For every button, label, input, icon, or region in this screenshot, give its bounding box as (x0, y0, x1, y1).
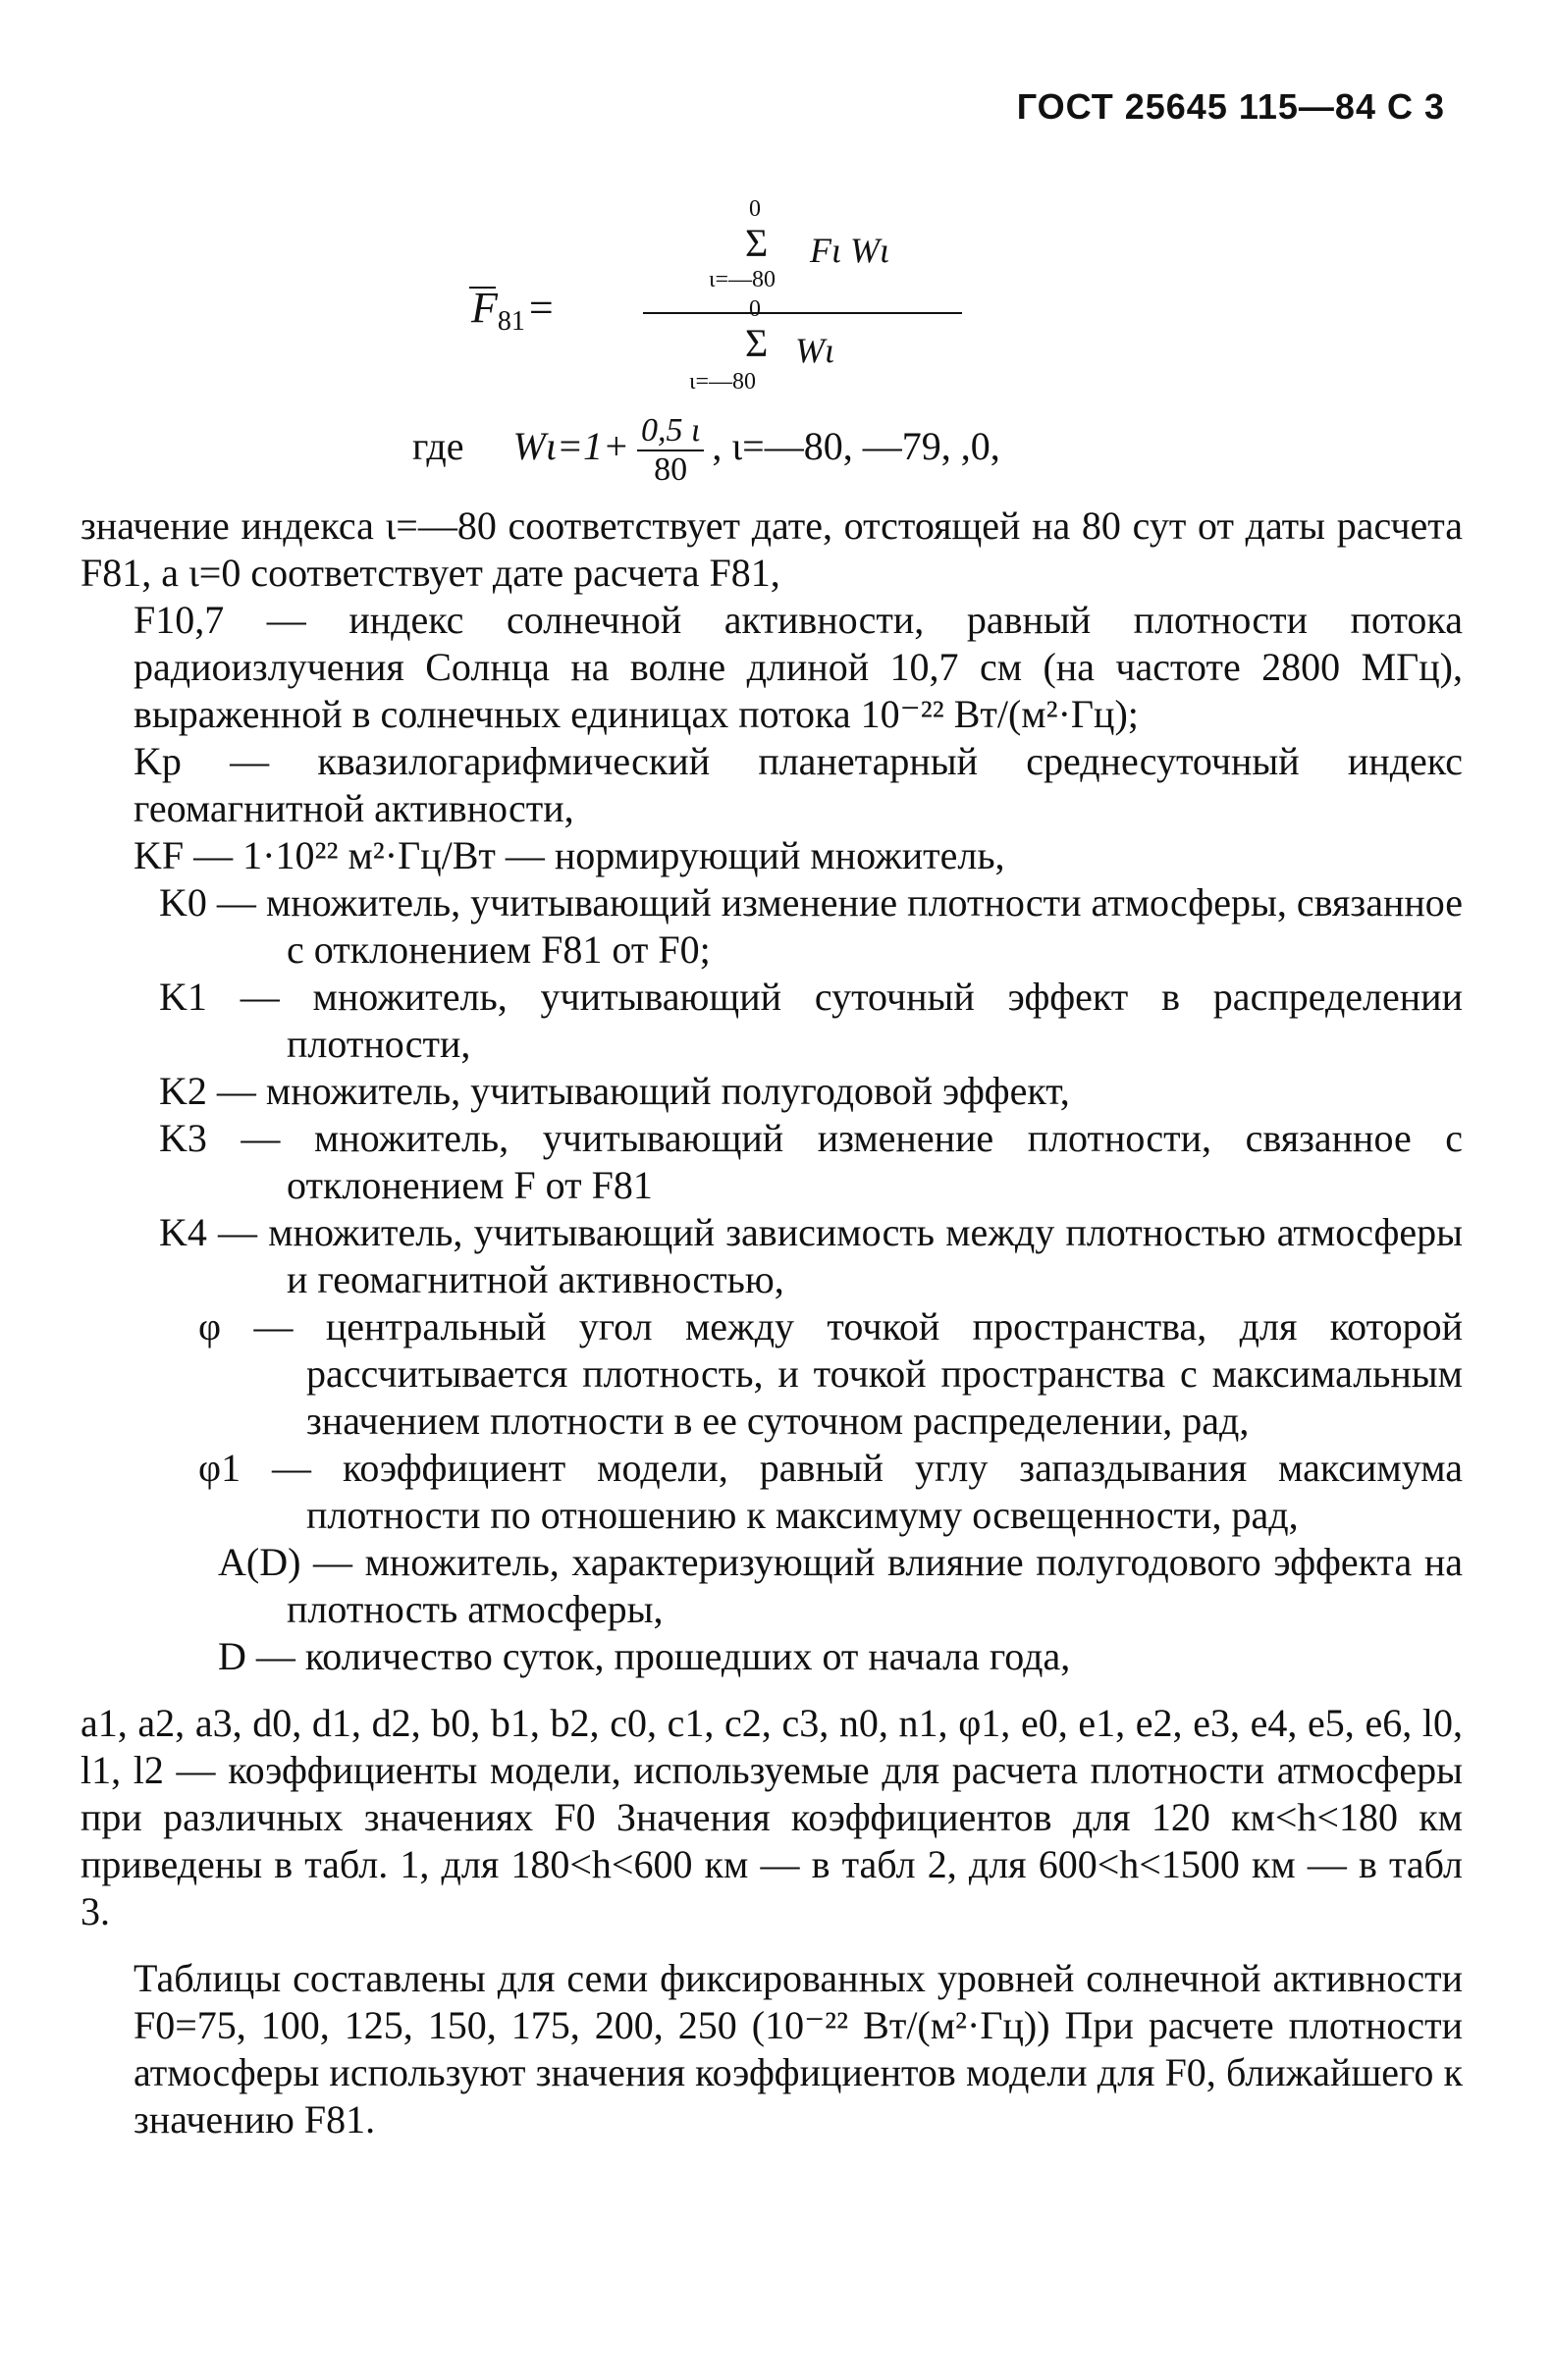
definition-phi1: φ1 — коэффициент модели, равный углу запаздывания максимума плотности по отношению к максимуму освещенности, рад, (198, 1446, 1463, 1537)
weight-fraction-denominator: 80 (654, 451, 688, 488)
numerator-sum-lower: ι=—80 (709, 267, 776, 292)
mean-flux-formula (471, 196, 982, 402)
where-prefix: где (412, 424, 464, 469)
denominator-sum-upper: 0 (749, 296, 761, 322)
denominator-sum-lower: ι=—80 (689, 369, 756, 395)
definition-k4: K4 — множитель, учитывающий зависимость между плотностью атмосферы и геомагнитной активностью, (159, 1210, 1463, 1301)
definition-k1: K1 — множитель, учитывающий суточный эффект в распределении плотности, (159, 975, 1463, 1066)
definitions-body (80, 502, 1463, 2143)
numerator-sigma: Σ (745, 221, 769, 265)
denominator-sigma: Σ (745, 321, 769, 365)
weight-lhs: Wι=1+ (512, 424, 629, 469)
definition-ad: A(D) — множитель, характеризующий влияние полугодового эффекта на плотность атмосферы, (218, 1540, 1463, 1631)
coefficients-paragraph: a1, a2, a3, d0, d1, d2, b0, b1, b2, c0, c1, c2, c3, n0, n1, φ1, e0, e1, e2, e3, e4, e5, e6, l0, l1, l2 — коэффициенты модели, используемые для расчета плотности атмосферы при различных значениях F0 Значения коэффициентов для 120 км<h<180 км приведены в табл. 1, для 180<h<600 км — в табл 2, для 600<h<1500 км — в табл 3. (80, 1701, 1463, 1933)
weight-definition (412, 412, 1000, 489)
numerator-term: Fι Wι (810, 231, 889, 270)
weight-index-range: , ι=—80, —79, ,0, (712, 424, 1000, 469)
tables-paragraph: Таблицы составлены для семи фиксированных уровней солнечной активности F0=75, 100, 125, 150, 175, 200, 250 (10⁻²² Вт/(м²·Гц)) При расчете плотности атмосферы используют значения коэффициентов модели для F0, ближайшего к значению F81. (134, 1956, 1463, 2142)
formula-equals: = (528, 284, 554, 332)
definition-k2: K2 — множитель, учитывающий полугодовой эффект, (159, 1069, 1070, 1113)
definition-d: D — количество суток, прошедших от начала года, (218, 1634, 1071, 1678)
definition-phi: φ — центральный угол между точкой пространства, для которой рассчитывается плотность, и точкой пространства с максимальным значением плотности в ее суточном распределении, рад, (198, 1304, 1463, 1443)
formula-lhs (471, 283, 554, 338)
formula-lhs-subscript: 81 (497, 306, 525, 337)
formula-lhs-symbol: F (471, 284, 498, 332)
weight-fraction (637, 412, 704, 489)
page-header: ГОСТ 25645 115—84 С 3 (1016, 86, 1445, 127)
denominator-term: Wι (795, 331, 834, 370)
definition-f107: F10,7 — индекс солнечной активности, равный плотности потока радиоизлучения Солнца на волне длиной 10,7 см (на частоте 2800 МГц), выраженной в солнечных единицах потока 10⁻²² Вт/(м²·Гц); (134, 598, 1463, 736)
paragraph-index-note: значение индекса ι=—80 соответствует дате, отстоящей на 80 сут от даты расчета F81, а ι=0 соответствует дате расчета F81, (80, 503, 1463, 595)
definition-kp: Kp — квазилогарифмический планетарный среднесуточный индекс геомагнитной активности, (134, 739, 1463, 830)
definition-kf: KF — 1·10²² м²·Гц/Вт — нормирующий множитель, (134, 833, 1005, 877)
definition-k3: K3 — множитель, учитывающий изменение плотности, связанное с отклонением F от F81 (159, 1116, 1463, 1207)
weight-fraction-numerator: 0,5 ι (637, 412, 704, 451)
definition-k0: K0 — множитель, учитывающий изменение плотности атмосферы, связанное с отклонением F81 от F0; (159, 880, 1463, 972)
formula-fraction-line (643, 312, 962, 314)
numerator-sum-upper: 0 (749, 196, 761, 222)
